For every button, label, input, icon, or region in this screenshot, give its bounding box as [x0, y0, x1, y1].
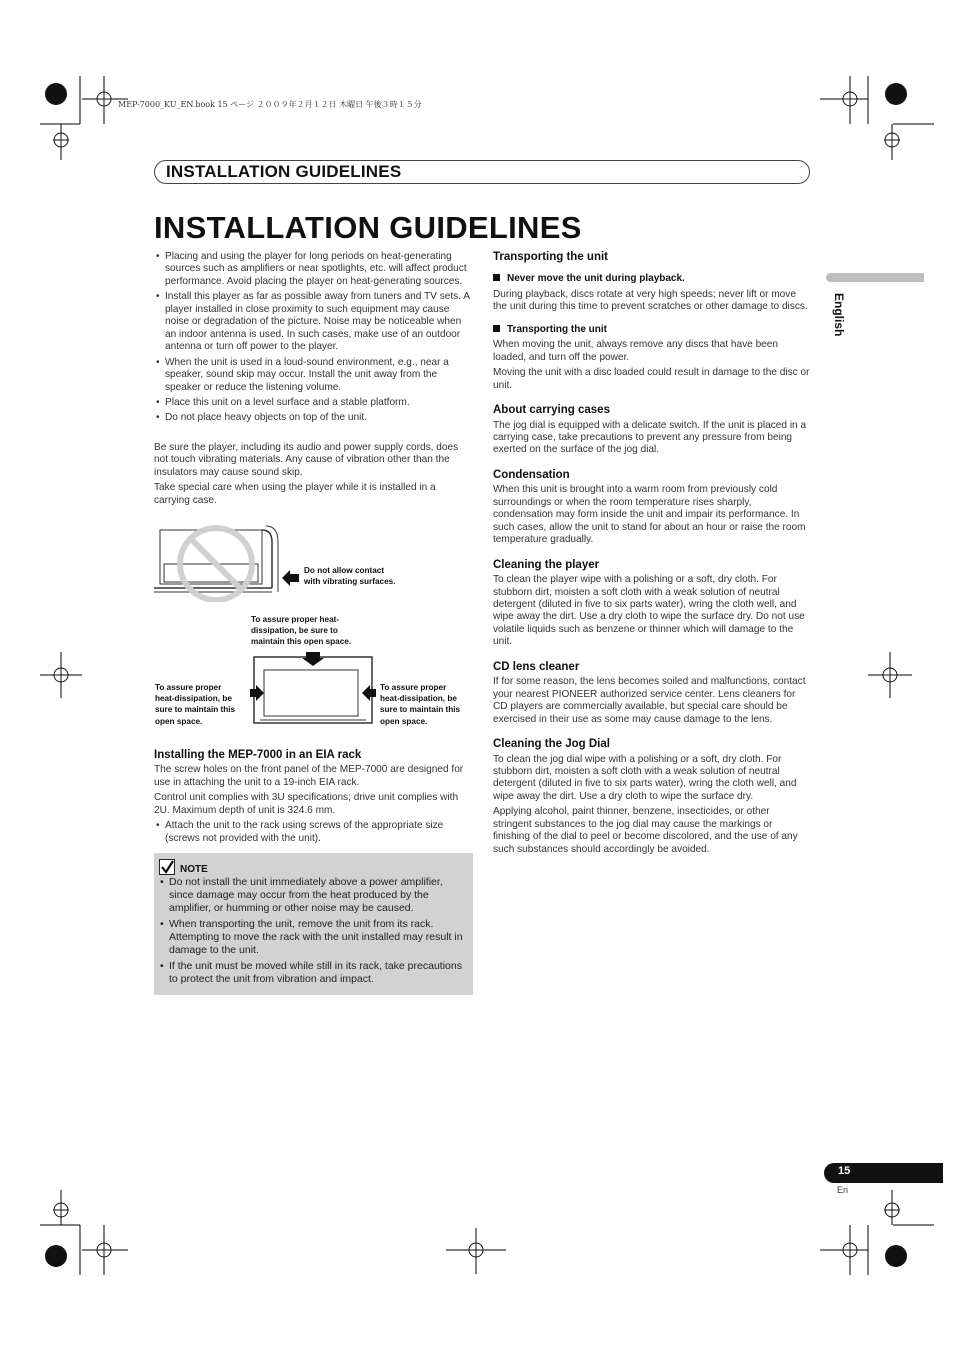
eia-rack-section [154, 749, 472, 848]
page-number: 15 [838, 1165, 851, 1177]
page-number-tab [824, 1163, 943, 1183]
page-title: INSTALLATION GUIDELINES [154, 210, 582, 245]
unit-on-vibrating-surface [154, 526, 278, 592]
page-language: En [837, 1185, 849, 1195]
cd-lens-paragraph: If for some reason, the lens becomes soiled and malfunctions, contact your nearest PIONEER authorized service center. Lens cleaners for CD players are commercially available, but special care should be exercised in their use as some may cause damage to the lens. [493, 676, 806, 725]
list-item: • When transporting the unit, remove the unit from its rack. Attempting to move the rack with the unit installed may result in damage to the unit. [158, 918, 468, 957]
top-arrow-icon [302, 652, 324, 666]
heat-dissipation-diagram [248, 650, 378, 728]
transport-paragraph: When moving the unit, always remove any discs that have been loaded, and turn off the power. [493, 339, 779, 363]
vibration-paragraph: Be sure the player, including its audio and power supply cords, does not touch vibrating materials. Any cause of vibration other than the insulators may cause sound skip. [154, 441, 459, 478]
jog-dial-paragraph: Applying alcohol, paint thinner, benzene, insecticides, or other stringent substances to the jog dial may cause the markings or finishing of the dial to peel or become discolored, and the use of any such substances should accordingly be avoided. [493, 806, 798, 855]
never-move-paragraph: During playback, discs rotate at very high speeds; never lift or move the unit during this time to prevent scratches or other damage to discs. [493, 288, 808, 313]
eia-heading: Installing the MEP-7000 in an EIA rack [154, 749, 362, 761]
right-column [493, 251, 811, 859]
list-item: • When the unit is used in a loud-sound environment, e.g., near a speaker, sound skip may occur. Install the unit away from the speaker or reduce the listening volume. [154, 357, 472, 394]
list-item: • If the unit must be moved while still in its rack, take precautions to protect the unit from vibration and impact. [158, 960, 468, 986]
checkmark-icon [159, 859, 175, 875]
jog-dial-paragraph: To clean the jog dial wipe with a polishing or a soft, dry cloth. For stubborn dirt, moisten a soft cloth with a weak solution of neutral detergent (diluted in five to six parts water), wring the cloth well, and wipe away the dirt. Use a dry cloth to wipe the surface dry. [493, 753, 797, 802]
list-item: • Attach the unit to the rack using screws of the appropriate size (screws not provided with the unit). [154, 820, 472, 845]
eia-paragraph: The screw holes on the front panel of the MEP-7000 are designed for use in attaching the unit to a 19-inch EIA rack. [154, 764, 464, 788]
note-header [159, 859, 208, 876]
jog-dial-heading: Cleaning the Jog Dial [493, 738, 610, 751]
section-title: INSTALLATION GUIDELINES [166, 162, 402, 181]
placement-bullet-list [154, 251, 472, 425]
top-clearance-label: To assure proper heat- dissipation, be sure to maintain this open space. [251, 615, 352, 647]
section-header-bar [154, 160, 810, 184]
square-bullet-icon [493, 274, 500, 281]
carrying-case-paragraph: Take special care when using the player while it is installed in a carrying case. [154, 482, 436, 506]
contact-arrow-icon [282, 570, 300, 586]
vibration-diagram [154, 522, 294, 602]
note-title: NOTE [180, 864, 208, 875]
condensation-paragraph: When this unit is brought into a warm room from previously cold surroundings or when the room temperature rises sharply, condensation may form inside the unit and impair its performance. In such cases, allow the unit to stand for about an hour or raise the room temperature gradually. [493, 484, 806, 546]
note-list [158, 876, 468, 989]
right-arrow-icon [362, 685, 376, 701]
never-move-subheading [493, 273, 811, 285]
language-tab-label: English [832, 293, 846, 337]
cleaning-player-heading: Cleaning the player [493, 558, 600, 571]
carrying-cases-paragraph: The jog dial is equipped with a delicate switch. If the unit is placed in a carrying case, take precautions to prevent any pressure from being exerted on the surface of the jog dial. [493, 419, 807, 456]
transport-heading: Transporting the unit [493, 251, 608, 263]
vibration-label: Do not allow contact with vibrating surfaces. [304, 566, 396, 587]
language-tab-bar [826, 273, 924, 282]
list-item: • Place this unit on a level surface and a stable platform. [154, 397, 472, 409]
right-clearance-label: To assure proper heat-dissipation, be sure to maintain this open space. [380, 683, 461, 726]
spacer [154, 428, 472, 442]
list-item: • Install this player as far as possible away from tuners and TV sets. A player installed in close proximity to such equipment may cause noise or degradation of the picture. Noise may be noticeable when an indoor antenna is used. In such cases, make use of an outdoor antenna or turn off power to the player. [154, 291, 472, 353]
condensation-heading: Condensation [493, 468, 570, 481]
eia-paragraph: Control unit complies with 3U specifications; drive unit complies with 2U. Maximum depth of unit is 324.6 mm. [154, 792, 459, 816]
left-column [154, 251, 472, 510]
carrying-cases-heading: About carrying cases [493, 404, 610, 417]
left-arrow-icon [250, 685, 264, 701]
transport-subheading-text: Transporting the unit [507, 323, 607, 335]
transport-paragraph: Moving the unit with a disc loaded could result in damage to the disc or unit. [493, 367, 810, 391]
eia-bullet-list [154, 820, 472, 845]
list-item: • Do not place heavy objects on top of the unit. [154, 412, 472, 424]
square-bullet-icon [493, 325, 500, 332]
left-clearance-label: To assure proper heat-dissipation, be sure to maintain this open space. [155, 683, 236, 726]
cleaning-player-paragraph: To clean the player wipe with a polishing or a soft, dry cloth. For stubborn dirt, moisten a soft cloth with a weak solution of neutral detergent (diluted in five to six parts water), wring the cloth well, and wipe away the dirt. Use a dry cloth to wipe the surface dry. Do not use volatile liquids such as benzene or thinner which will damage to the unit. [493, 574, 805, 648]
list-item: • Do not install the unit immediately above a power amplifier, since damage may occur from the heat produced by the amplifier, or humming or other noise may be caused. [158, 876, 468, 915]
note-box [154, 853, 473, 995]
never-move-subheading-text: Never move the unit during playback. [507, 273, 685, 285]
cd-lens-heading: CD lens cleaner [493, 660, 580, 673]
print-header: MEP-7000_KU_EN.book 15 ページ ２００９年２月１２日 木曜日 午後３時１５分 [118, 100, 422, 109]
list-item: • Placing and using the player for long periods on heat-generating sources such as amplifiers or near spotlights, etc. will affect product performance. Avoid placing the player on heat-generating sources. [154, 251, 472, 288]
transport-subheading [493, 324, 811, 336]
